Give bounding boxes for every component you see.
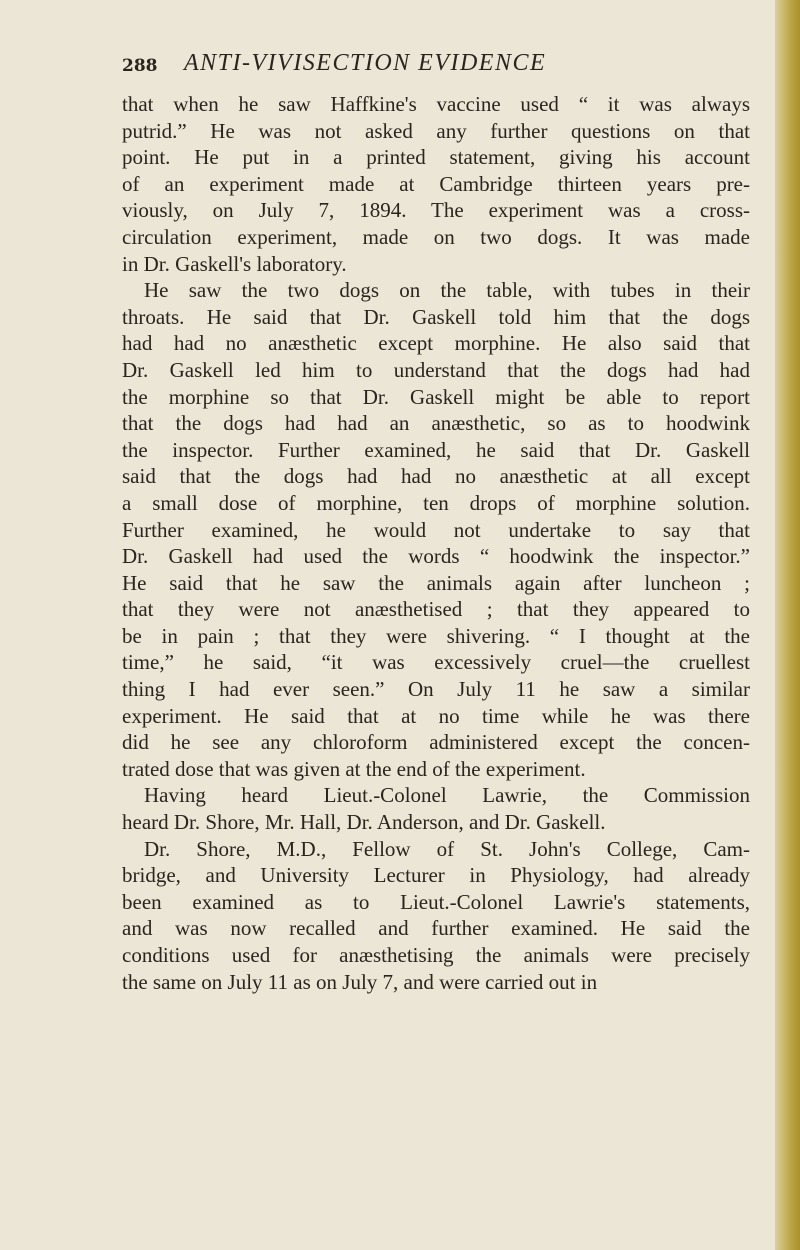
text-line: heard Dr. Shore, Mr. Hall, Dr. Anderson, and Dr. Gaskell. [122,810,606,835]
text-line: that when he saw Haffkine's vaccine used “ it was always [122,92,750,116]
page-edge [775,0,800,1250]
text-line: Further examined, he would not undertake to say that [122,517,750,542]
running-head: ANTI-VIVISECTION EVIDENCE [184,50,547,76]
text-line: the same on July 11 as on July 7, and were carried out in [122,969,598,994]
text-line: throats. He said that Dr. Gaskell told him that the dogs [122,304,750,329]
page-number: 288 [122,56,158,76]
paragraph [122,277,750,782]
text-line: in Dr. Gaskell's laboratory. [122,251,347,276]
text-line: had had no anæsthetic except morphine. He also said that [122,331,750,356]
text-line: circulation experiment, made on two dogs. It was made [122,224,750,249]
text-line: Dr. Shore, M.D., Fellow of St. John's College, Cam- [144,836,750,861]
text-line: the morphine so that Dr. Gaskell might be able to report [122,384,750,409]
page-header [122,50,682,80]
text-line: viously, on July 7, 1894. The experiment was a cross- [122,198,750,223]
text-line: be in pain ; that they were shivering. “ I thought at the [122,623,750,648]
text-line: Dr. Gaskell had used the words “ hoodwink the inspector.” [122,544,750,569]
text-line: trated dose that was given at the end of the experiment. [122,756,586,781]
text-line: said that the dogs had had no anæsthetic at all except [122,464,750,489]
text-line: that the dogs had had an anæsthetic, so as to hoodwink [122,411,750,436]
text-line: of an experiment made at Cambridge thirteen years pre- [122,171,750,196]
text-line: time,” he said, “it was excessively cruel—the cruellest [122,650,750,675]
text-line: bridge, and University Lecturer in Physiology, had already [122,863,750,888]
paragraph [122,836,750,996]
text-line: a small dose of morphine, ten drops of morphine solution. [122,490,750,515]
text-line: experiment. He said that at no time while he was there [122,703,750,728]
text-line: Dr. Gaskell led him to understand that the dogs had had [122,357,750,382]
text-line: He saw the two dogs on the table, with tubes in their [144,278,750,303]
text-line: that they were not anæsthetised ; that they appeared to [122,597,750,622]
text-line: He said that he saw the animals again after luncheon ; [122,570,750,595]
text-line: thing I had ever seen.” On July 11 he saw a similar [122,677,750,702]
text-line: been examined as to Lieut.-Colonel Lawrie's statements, [122,889,750,914]
text-line: did he see any chloroform administered except the concen- [122,730,750,755]
paragraph [122,91,750,277]
text-line: and was now recalled and further examined. He said the [122,916,750,941]
body-text [122,91,750,1141]
paragraph [122,782,750,835]
text-line: conditions used for anæsthetising the animals were precisely [122,943,750,967]
text-line: point. He put in a printed statement, giving his account [122,145,750,170]
text-line: putrid.” He was not asked any further questions on that [122,118,750,143]
text-line: the inspector. Further examined, he said that Dr. Gaskell [122,437,750,462]
text-line: Having heard Lieut.-Colonel Lawrie, the Commission [144,783,750,808]
